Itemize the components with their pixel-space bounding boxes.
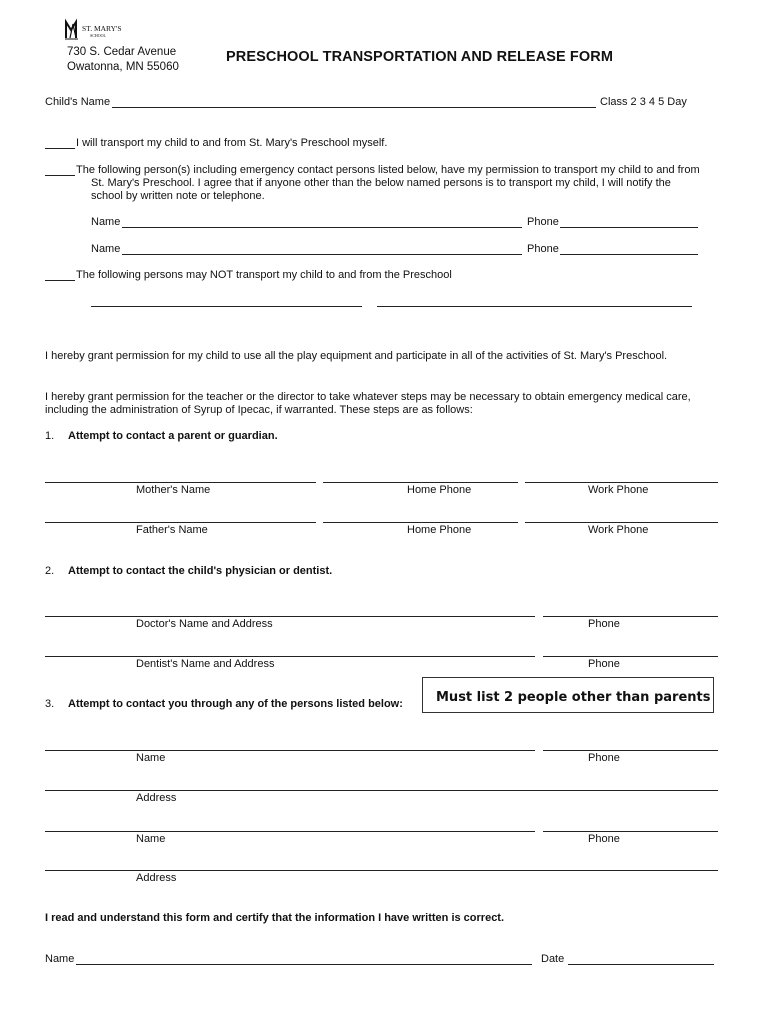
address-line-1: 730 S. Cedar Avenue xyxy=(67,46,177,58)
mother-work-phone-caption: Work Phone xyxy=(588,484,649,496)
father-home-phone-caption: Home Phone xyxy=(407,524,472,536)
play-permission-text: I hereby grant permission for my child to use all the play equipment and participate in all of the activities of St. Mary's Preschool. xyxy=(45,350,668,362)
step-3-number: 3. xyxy=(45,698,55,710)
step-2-heading: Attempt to contact the child's physician or dentist. xyxy=(68,565,333,577)
transport-phone-label-1: Phone xyxy=(527,216,559,228)
school-logo xyxy=(64,18,164,44)
page-title: PRESCHOOL TRANSPORTATION AND RELEASE FORM xyxy=(226,49,614,65)
childs-name-label: Child's Name xyxy=(45,96,111,108)
step-1-heading: Attempt to contact a parent or guardian. xyxy=(68,430,278,442)
contact-2-name-field[interactable] xyxy=(45,831,535,832)
doctor-phone-caption: Phone xyxy=(588,618,620,630)
contact-1-address-field[interactable] xyxy=(45,790,718,791)
class-options[interactable]: Class 2 3 4 5 Day xyxy=(600,96,687,108)
contact-1-name-caption: Name xyxy=(136,752,166,764)
not-transport-field-1[interactable] xyxy=(91,306,362,307)
transport-others-text-2: St. Mary's Preschool. I agree that if anyone other than the below named persons is to transport my child, I will notify the xyxy=(91,177,671,189)
not-transport-text: The following persons may NOT transport my child to and from the Preschool xyxy=(76,269,452,281)
transport-phone-label-2: Phone xyxy=(527,243,559,255)
contact-2-address-caption: Address xyxy=(136,872,177,884)
medical-permission-text-2: including the administration of Syrup of Ipecac, if warranted. These steps are as follows: xyxy=(45,404,473,416)
transport-others-text-1: The following person(s) including emergency contact persons listed below, have my permission to transport my child to and from xyxy=(76,164,700,176)
doctor-phone-field[interactable] xyxy=(543,616,718,617)
certify-statement: I read and understand this form and certify that the information I have written is correct. xyxy=(45,912,505,924)
logo-name: ST. MARY'S xyxy=(82,24,122,33)
transport-phone-field-2[interactable] xyxy=(560,254,698,255)
contact-2-phone-field[interactable] xyxy=(543,831,718,832)
note-text: Must list 2 people other than parents xyxy=(436,690,711,705)
transport-name-field-1[interactable] xyxy=(122,227,522,228)
transport-phone-field-1[interactable] xyxy=(560,227,698,228)
logo-subtext: SCHOOL xyxy=(90,33,107,38)
transport-name-label-1: Name xyxy=(91,216,121,228)
address-line-2: Owatonna, MN 55060 xyxy=(67,61,179,73)
mother-home-phone-caption: Home Phone xyxy=(407,484,472,496)
doctor-name-field[interactable] xyxy=(45,616,535,617)
transport-self-text: I will transport my child to and from St. Mary's Preschool myself. xyxy=(76,137,388,149)
dentist-phone-caption: Phone xyxy=(588,658,620,670)
mother-work-phone-field[interactable] xyxy=(525,482,718,483)
father-work-phone-field[interactable] xyxy=(525,522,718,523)
medical-permission-text-1: I hereby grant permission for the teacher or the director to take whatever steps may be necessary to obtain emergency medical care, xyxy=(45,391,691,403)
mother-home-phone-field[interactable] xyxy=(323,482,518,483)
father-work-phone-caption: Work Phone xyxy=(588,524,649,536)
transport-name-field-2[interactable] xyxy=(122,254,522,255)
contact-2-name-caption: Name xyxy=(136,833,166,845)
transport-self-checkline[interactable] xyxy=(45,148,75,149)
step-2-number: 2. xyxy=(45,565,55,577)
transport-others-text-3: school by written note or telephone. xyxy=(91,190,265,202)
mother-name-field[interactable] xyxy=(45,482,316,483)
doctor-caption: Doctor's Name and Address xyxy=(136,618,273,630)
transport-name-label-2: Name xyxy=(91,243,121,255)
contact-2-phone-caption: Phone xyxy=(588,833,620,845)
contact-1-phone-caption: Phone xyxy=(588,752,620,764)
signature-name-label: Name xyxy=(45,953,75,965)
childs-name-field[interactable] xyxy=(112,107,596,108)
contact-1-phone-field[interactable] xyxy=(543,750,718,751)
mother-name-caption: Mother's Name xyxy=(136,484,211,496)
date-label: Date xyxy=(541,953,565,965)
step-1-number: 1. xyxy=(45,430,55,442)
not-transport-field-2[interactable] xyxy=(377,306,692,307)
contact-1-address-caption: Address xyxy=(136,792,177,804)
dentist-phone-field[interactable] xyxy=(543,656,718,657)
contact-2-address-field[interactable] xyxy=(45,870,718,871)
step-3-heading: Attempt to contact you through any of the persons listed below: xyxy=(68,698,403,710)
father-name-field[interactable] xyxy=(45,522,316,523)
father-name-caption: Father's Name xyxy=(136,524,208,536)
transport-others-checkline[interactable] xyxy=(45,175,75,176)
date-field[interactable] xyxy=(568,964,714,965)
contact-1-name-field[interactable] xyxy=(45,750,535,751)
dentist-caption: Dentist's Name and Address xyxy=(136,658,275,670)
signature-name-field[interactable] xyxy=(76,964,532,965)
dentist-name-field[interactable] xyxy=(45,656,535,657)
father-home-phone-field[interactable] xyxy=(323,522,518,523)
not-transport-checkline[interactable] xyxy=(45,280,75,281)
